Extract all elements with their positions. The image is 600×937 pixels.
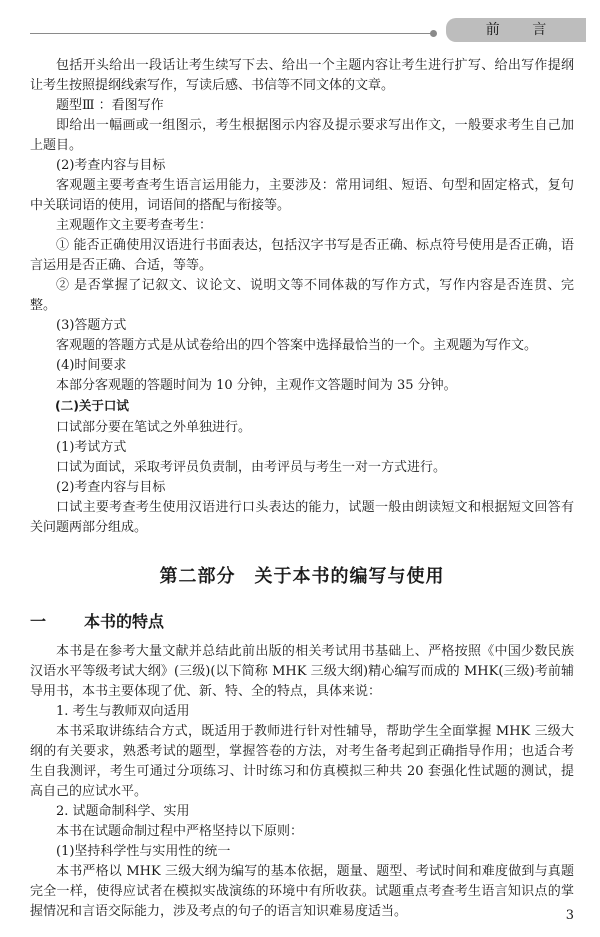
paragraph: 主观题作文主要考查考生： <box>56 218 213 233</box>
header-section-tab: 前 言 <box>446 18 586 42</box>
paragraph: 本书在试题命制过程中严格坚持以下原则： <box>56 824 304 839</box>
paragraph: 本书采取讲练结合方式，既适用于教师进行针对性辅导，帮助学生全面掌握 MHK 三级大纲的有关要求，熟悉考试的题型，掌握答卷的方法，对考生备考起到正确指导作用；也适合考生自我测评，考生可通过分项练习、计时练习和仿真模拟三种共 20 套强化性试题的测试，提高自己的应试水平。 <box>30 724 574 799</box>
oral-section-heading: (二)关于口试 <box>55 398 129 413</box>
subheading-time: (4)时间要求 <box>56 358 127 373</box>
paragraph: 客观题的答题方式是从试卷给出的四个答案中选择最恰当的一个。主观题为写作文。 <box>56 338 538 353</box>
list-item: ① 能否正确使用汉语进行书面表达，包括汉字书写是否正确、标点符号使用是否正确，语言运用是否正确、合适，等等。 <box>30 238 574 273</box>
paragraph: 口试部分要在笔试之外单独进行。 <box>56 420 252 435</box>
subheading-oral-method: (1)考试方式 <box>56 440 127 455</box>
paragraph: 本部分客观题的答题时间为 10 分钟，主观作文答题时间为 35 分钟。 <box>56 378 457 393</box>
section-number: 一 <box>30 612 47 631</box>
subheading-content-goals: (2)考查内容与目标 <box>56 158 166 173</box>
paragraph: 即给出一幅画或一组图示，考生根据图示内容及提示要求写出作文，一般要求考生自己加上题目。 <box>30 118 574 153</box>
section-title-text: 本书的特点 <box>84 612 165 631</box>
subheading-feature-2: 2. 试题命制科学、实用 <box>56 804 190 819</box>
subheading-feature-1: 1. 考生与教师双向适用 <box>56 704 190 719</box>
header-dot <box>430 30 437 37</box>
subheading-oral-goals: (2)考查内容与目标 <box>56 480 166 495</box>
section-one-title <box>30 610 574 634</box>
list-item: ② 是否掌握了记叙文、议论文、说明文等不同体裁的写作方式，写作内容是否连贯、完整。 <box>30 278 574 313</box>
part-two-title: 第二部分 关于本书的编写与使用 <box>159 566 445 587</box>
subheading-answer-method: (3)答题方式 <box>56 318 127 333</box>
paragraph: 本书严格以 MHK 三级大纲为编写的基本依据，题量、题型、考试时间和难度做到与真题完全一样，使得应试者在模拟实战演练的环境中有所收获。试题重点考查考生语言知识点的掌握情况和言语交际能力，涉及考点的句子的语言知识难易度适当。 <box>30 864 574 919</box>
subheading-type-3: 题型Ⅲ ：看图写作 <box>56 98 164 113</box>
paragraph: 本书是在参考大量文献并总结此前出版的相关考试用书基础上、严格按照《中国少数民族汉语水平等级考试大纲》(三级)(以下简称 MHK 三级大纲)精心编写而成的 MHK(三级)考前辅导用书，本书主要体现了优、新、特、全的特点，具体来说： <box>30 644 574 699</box>
paragraph: 口试主要考查考生使用汉语进行口头表达的能力，试题一般由朗读短文和根据短文回答有关问题两部分组成。 <box>30 500 574 535</box>
subheading-principle-1: (1)坚持科学性与实用性的统一 <box>56 844 231 859</box>
paragraph: 客观题主要考查考生语言运用能力，主要涉及：常用词组、短语、句型和固定格式，复句中关联词语的使用，词语间的搭配与衔接等。 <box>30 178 574 213</box>
page-body <box>30 56 574 922</box>
running-header <box>0 0 600 44</box>
header-rule <box>30 33 432 34</box>
paragraph: 口试为面试，采取考评员负责制，由考评员与考生一对一方式进行。 <box>56 460 447 475</box>
page-number: 3 <box>565 908 574 923</box>
paragraph: 包括开头给出一段话让考生续写下去、给出一个主题内容让考生进行扩写、给出写作提纲让考生按照提纲线索写作，写读后感、书信等不同文体的文章。 <box>30 58 574 93</box>
